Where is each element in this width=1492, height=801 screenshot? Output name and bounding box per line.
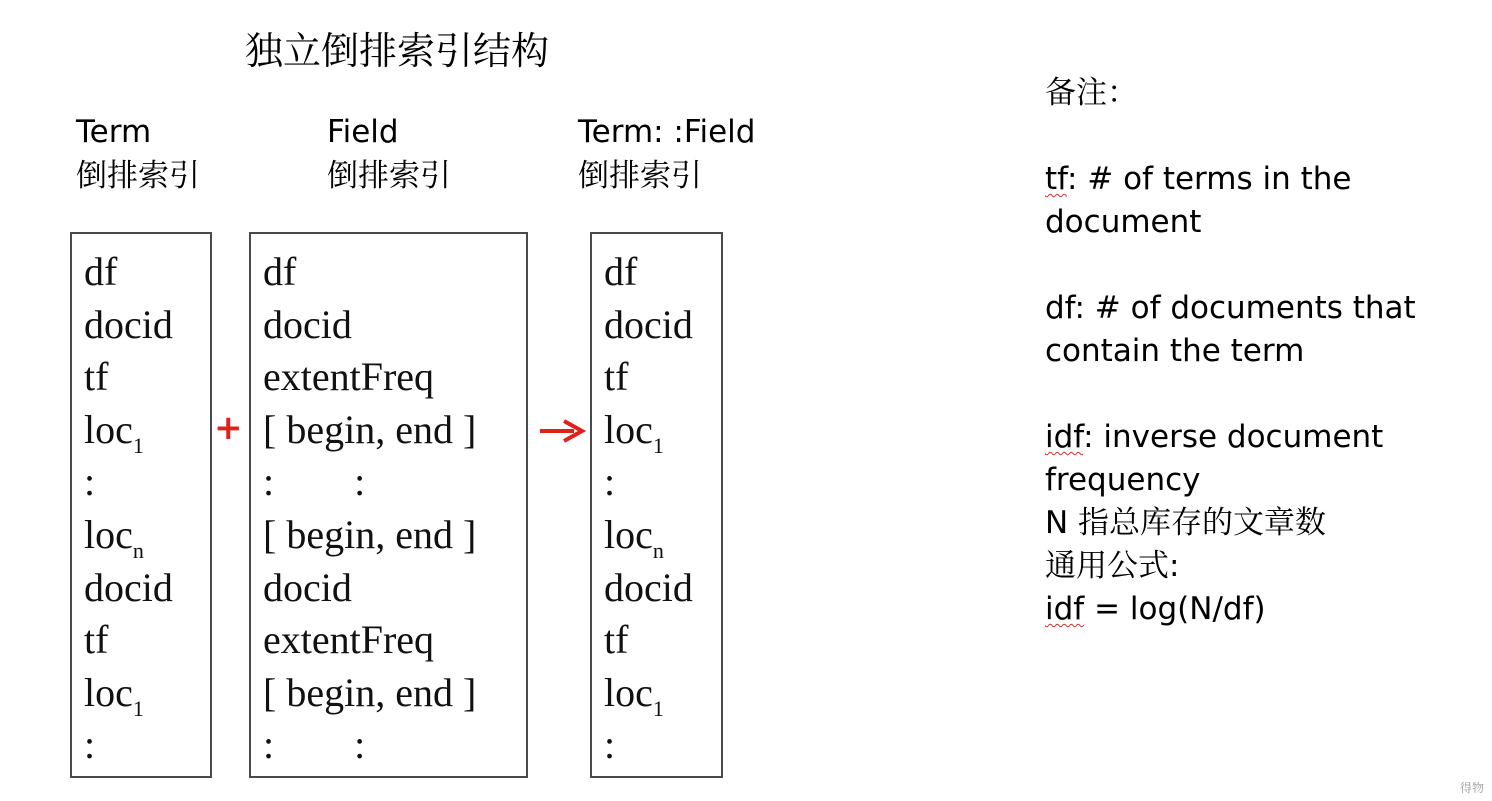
index-entry [604,404,693,457]
index-entry-text: : [604,459,616,505]
index-entry-text: loc [604,406,653,452]
index-entry-subscript: n [132,537,144,563]
index-entry [604,719,693,772]
index-entry [84,667,173,720]
index-entry-text: [ begin, end ] [263,406,477,452]
index-entry [604,562,693,615]
index-entry [604,614,693,667]
index-entry-text: docid [263,564,352,610]
index-entry-text: docid [604,301,693,347]
index-entry-text: loc [84,511,133,557]
index-entry [604,456,693,509]
index-entry-text: df [84,249,118,294]
notes-heading: 备注： [1045,75,1138,111]
note-formula-label: 通用公式: [1045,548,1180,584]
index-entry [84,562,173,615]
index-entry [84,509,173,562]
index-entry [263,246,476,299]
index-entry-text: tf [84,354,109,400]
notes-panel [1045,72,1485,631]
note-n: N 指总库存的文章数 [1045,505,1327,541]
index-entry-text: tf [84,617,109,663]
note-df: df: # of documents that contain the term [1045,290,1416,369]
index-entry-text: loc [84,406,133,452]
index-entry [84,246,173,299]
note-idf-text: : inverse document frequency [1045,419,1384,498]
index-entry-text: loc [604,511,653,557]
index-entry-text: df [263,249,297,294]
index-entry-text: : [84,722,96,768]
index-entry-text: extentFreq [263,354,435,400]
term-field-column-subtitle: 倒排索引 [578,158,702,194]
watermark: 得物 [1459,781,1484,795]
index-entry-text: : : [263,459,366,505]
index-entry-text: : [604,722,616,768]
term-column-subtitle: 倒排索引 [76,158,200,194]
field-column-subtitle: 倒排索引 [327,158,451,194]
index-entry-subscript: n [652,537,664,563]
index-entry [263,614,476,667]
index-entry-text: : : [263,722,366,768]
index-entry-text: docid [263,301,352,347]
field-index-box [249,232,528,778]
index-entry [263,667,476,720]
index-entry [84,719,173,772]
note-tf-term: tf [1045,161,1067,197]
index-entry [84,614,173,667]
index-entry [604,246,693,299]
note-tf [1045,158,1485,244]
index-entry-text: tf [604,617,629,663]
term-field-index-box [590,232,723,778]
note-formula-text: = log(N/df) [1084,591,1266,627]
index-entry [263,562,476,615]
index-entry [84,456,173,509]
index-entry [263,299,476,352]
index-entry [263,456,476,509]
index-entry-text: : [84,459,96,505]
index-entry-text: [ begin, end ] [263,669,477,715]
index-entry [84,351,173,404]
index-entry [263,719,476,772]
index-entry-subscript: 1 [132,695,144,721]
index-entry-text: tf [604,354,629,400]
index-entry-text: docid [84,301,173,347]
index-entry [263,404,476,457]
term-index-entries [84,246,173,772]
right-arrow-icon [538,418,586,444]
index-entry-subscript: 1 [652,695,664,721]
index-entry [604,509,693,562]
index-entry [84,404,173,457]
index-entry-text: loc [84,669,133,715]
index-entry-subscript: 1 [132,432,144,458]
note-formula [1045,588,1485,631]
field-column-title: Field [327,114,399,150]
term-column-title: Term [76,114,152,150]
term-field-column-title: Term: :Field [578,114,756,150]
index-entry [604,299,693,352]
note-tf-text: : # of terms in the document [1045,161,1352,240]
field-column-header [327,110,451,198]
note-idf [1045,416,1485,502]
index-entry-subscript: 1 [652,432,664,458]
index-entry-text: [ begin, end ] [263,511,477,557]
index-entry-text: docid [84,564,173,610]
diagram-title: 独立倒排索引结构 [245,29,550,73]
plus-operator: + [214,408,243,448]
term-field-column-header [578,110,755,198]
note-idf-term: idf [1045,419,1084,455]
index-entry-text: df [604,249,638,294]
index-entry [263,351,476,404]
note-formula-term: idf [1045,591,1085,627]
term-field-index-entries [604,246,693,772]
index-entry [263,509,476,562]
index-entry [604,667,693,720]
index-entry [84,299,173,352]
index-entry [604,351,693,404]
index-entry-text: extentFreq [263,617,435,663]
term-index-box [70,232,212,778]
index-entry-text: docid [604,564,693,610]
field-index-entries [263,246,476,772]
term-column-header [76,110,200,198]
index-entry-text: loc [604,669,653,715]
